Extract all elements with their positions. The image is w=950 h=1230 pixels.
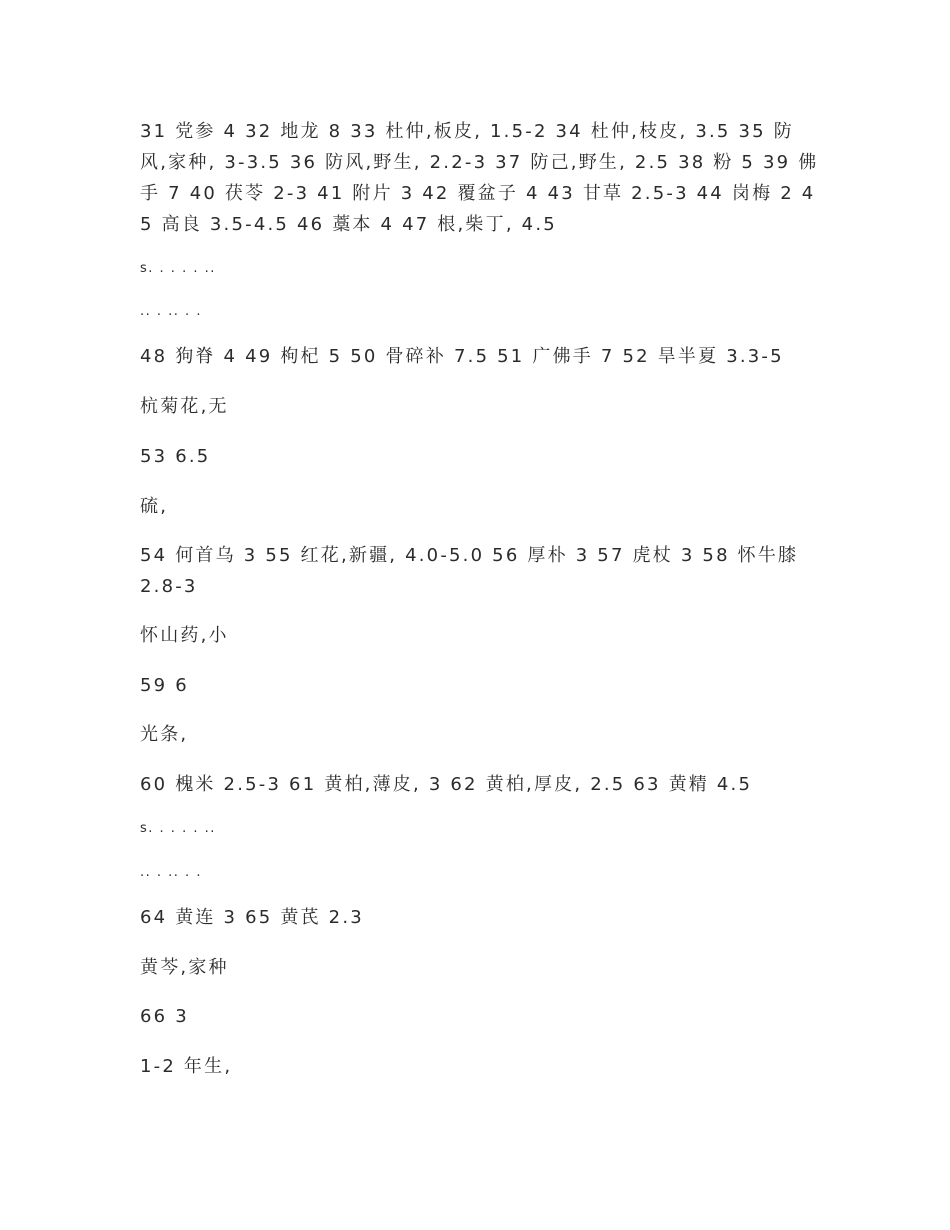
paragraph-price-list-64-65: 64 黄连 3 65 黄芪 2.3 bbox=[140, 907, 364, 928]
paragraph-text: 53 6.5 bbox=[140, 446, 211, 467]
paragraph-text: 黄芩,家种 bbox=[140, 957, 229, 978]
dotted-leader-line: .. . .. . . bbox=[140, 865, 202, 880]
paragraph-text: 66 3 bbox=[140, 1006, 189, 1027]
paragraph-text: 1-2 年生, bbox=[140, 1056, 233, 1077]
paragraph-text: 硫, bbox=[140, 496, 169, 517]
paragraph-price-list-48-52: 48 狗脊 4 49 枸杞 5 50 骨碎补 7.5 51 广佛手 7 52 旱半夏 3.3-5 bbox=[140, 346, 784, 367]
paragraph-text: 59 6 bbox=[140, 675, 189, 696]
dotted-leader-line: s. . . . . .. bbox=[140, 821, 216, 836]
paragraph-price-list-60-63: 60 槐米 2.5-3 61 黄柏,薄皮, 3 62 黄柏,厚皮, 2.5 63 黄精 4.5 bbox=[140, 774, 753, 795]
dotted-leader-line: .. . .. . . bbox=[140, 304, 202, 319]
paragraph-text: 光条, bbox=[140, 724, 189, 745]
dotted-leader-line: s. . . . . .. bbox=[140, 261, 216, 276]
paragraph-text: 杭菊花,无 bbox=[140, 396, 229, 417]
paragraph-price-list-54-58: 54 何首乌 3 55 红花,新疆, 4.0-5.0 56 厚朴 3 57 虎杖 3 58 怀牛膝 2.8-3 bbox=[140, 545, 799, 597]
paragraph-price-list-31-47: 31 党参 4 32 地龙 8 33 杜仲,板皮, 1.5-2 34 杜仲,枝皮, 3.5 35 防风,家种, 3-3.5 36 防风,野生, 2.2-3 37 防己,野生, 2.5 38 粉 5 39 佛手 7 40 茯苓 2-3 41 附片 3 42 覆盆子 4 43 甘草 2.5-3 44 岗梅 2 45 高良 3.5-4.5 46 藁本 4 47 根,柴丁, 4.5 bbox=[140, 121, 819, 235]
paragraph-text: 怀山药,小 bbox=[140, 625, 229, 646]
